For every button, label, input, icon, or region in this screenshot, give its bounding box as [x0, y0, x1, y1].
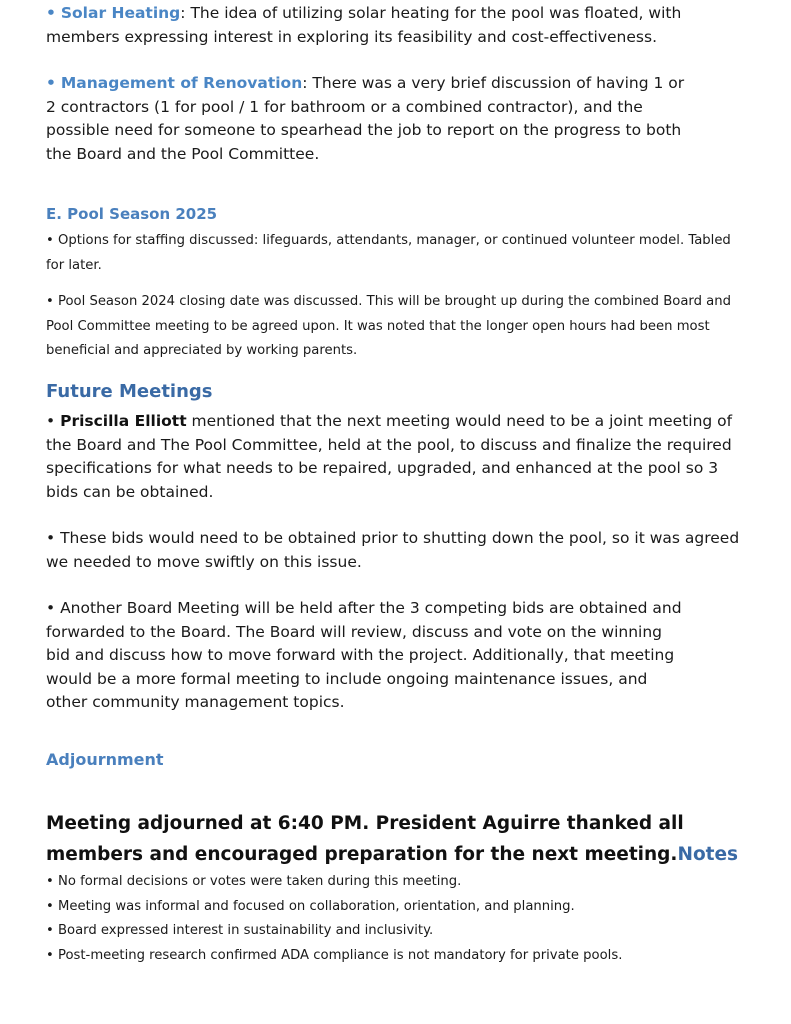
note-item: • Post-meeting research confirmed ADA compliance is not mandatory for private pools.: [46, 947, 623, 963]
notes-heading: Notes: [677, 844, 739, 865]
solar-heating-label: Solar Heating: [60, 4, 181, 22]
solar-heating-text: The idea of utilizing solar heating for the pool was floated, with members expressing interest in exploring its feasibility and cost-effectiveness.: [46, 4, 682, 46]
adjournment-heading: Adjournment: [46, 750, 164, 769]
bullet-mark: •: [46, 74, 56, 92]
management-renovation-label: Management of Renovation: [60, 74, 303, 92]
note-item: • Meeting was informal and focused on collaboration, orientation, and planning.: [46, 898, 575, 914]
notes-list: [46, 870, 746, 968]
pool-season-heading: E. Pool Season 2025: [46, 205, 218, 223]
future-meeting-item: • Another Board Meeting will be held after the 3 competing bids are obtained and forwarded to the Board. The Board will review, discuss and vote on the winning bid and discuss how to move forward with the project. Additionally, that meeting would be a more formal meeting to include ongoing maintenance issues, and other community management topics.: [46, 599, 682, 711]
future-meeting-item: • These bids would need to be obtained prior to shutting down the pool, so it was agreed we needed to move swiftly on this issue.: [46, 529, 740, 571]
bullet-mark: •: [46, 412, 61, 430]
note-item: • No formal decisions or votes were taken during this meeting.: [46, 874, 462, 889]
note-item: • Board expressed interest in sustainability and inclusivity.: [46, 923, 434, 938]
future-meeting-item: [46, 410, 746, 504]
label-colon: :: [302, 74, 308, 92]
pool-season-item: • Pool Season 2024 closing date was discussed. This will be brought up during the combined Board and Pool Committee meeting to be agreed upon. It was noted that the longer open hours had been most beneficial and appreciated by working parents.: [46, 294, 731, 358]
management-renovation-item: [46, 72, 696, 166]
adjournment-text: Meeting adjourned at 6:40 PM. President Aguirre thanked all members and encouraged preparation for the next meeting.: [46, 813, 684, 865]
person-name: Priscilla Elliott: [60, 412, 187, 430]
label-colon: :: [180, 4, 186, 22]
bullet-mark: •: [46, 4, 56, 22]
pool-season-item: • Options for staffing discussed: lifeguards, attendants, manager, or continued volunteer model. Tabled for later.: [46, 233, 731, 273]
adjournment-statement: [46, 808, 746, 870]
management-renovation-text: There was a very brief discussion of having 1 or 2 contractors (1 for pool / 1 for bathroom or a combined contractor), and the possible need for someone to spearhead the job to report on the progress to both the Board and the Pool Committee.: [46, 74, 685, 163]
future-meeting-text: mentioned that the next meeting would need to be a joint meeting of the Board and The Pool Committee, held at the pool, to discuss and finalize the required specifications for what needs to be repaired, upgraded, and enhanced at the pool so 3 bids can be obtained.: [46, 412, 733, 501]
future-meetings-heading: Future Meetings: [46, 381, 213, 402]
solar-heating-item: [46, 2, 686, 49]
